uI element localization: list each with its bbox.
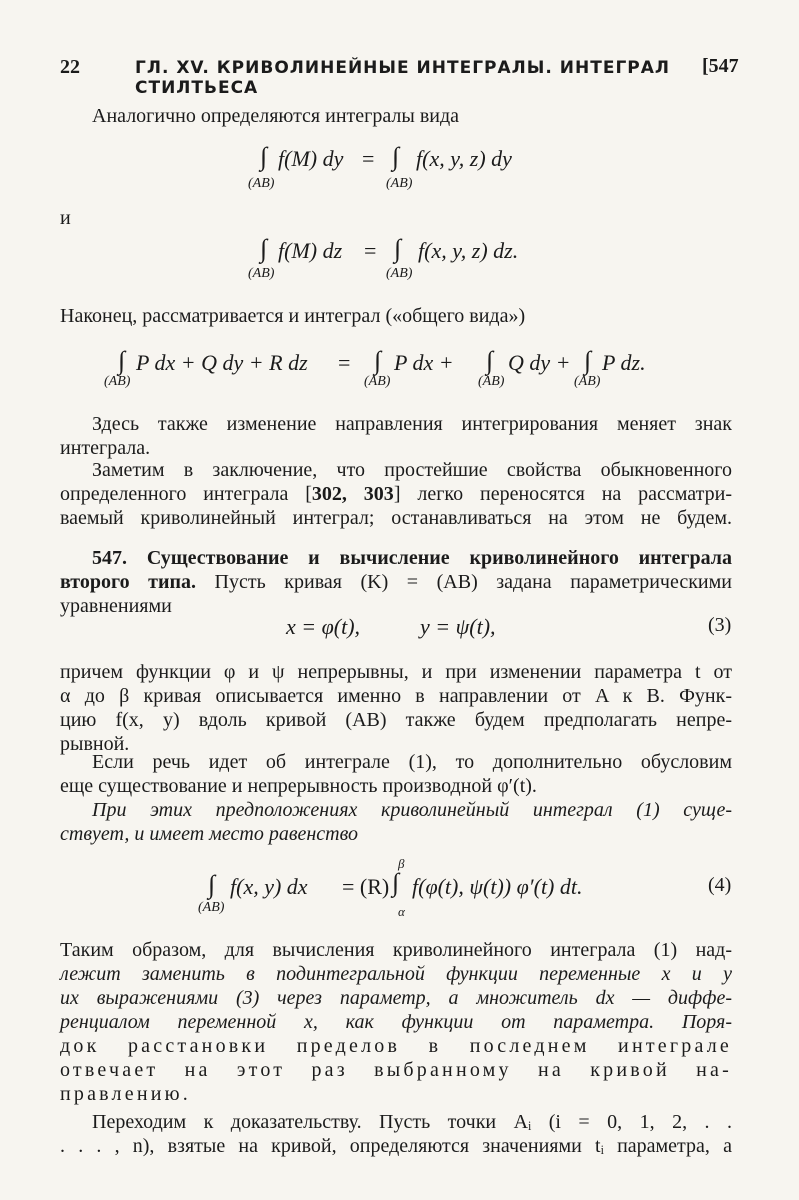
para-props-line: ваемый криволинейный интеграл; останавливаться на этом не будем. <box>60 507 732 529</box>
para-props-line: Заметим в заключение, что простейшие свойства обыкновенного <box>92 459 732 481</box>
eq-gen-term3: P dz. <box>602 350 646 375</box>
page-number: 22 <box>60 56 80 78</box>
para-continuity-line: α до β кривая описывается именно в направлении от A к B. Функ- <box>60 685 732 707</box>
conclusion-line: док расстановки пределов в последнем интеграле <box>60 1035 732 1057</box>
para-props-text: определенного интеграла [ <box>60 483 312 505</box>
intro-text: Аналогично определяются интегралы вида <box>92 105 460 127</box>
section-547-title: 547. Существование и вычисление криволинейного интеграла <box>92 547 732 569</box>
section-marker: [547 <box>702 55 739 77</box>
eq-gen-lhs: P dx + Q dy + R dz <box>136 350 308 375</box>
eq-dy-sub-right: (AB) <box>386 176 413 191</box>
eq4-equals: = (R) <box>342 874 390 899</box>
eq-gen-sub-1: (AB) <box>104 374 131 389</box>
eq-dz-rhs: f(x, y, z) dz. <box>418 238 519 263</box>
para-continuity-line: причем функции φ и ψ непрерывны, и при изменении параметра t от <box>60 661 732 683</box>
eq-dz-equals: = <box>364 238 377 263</box>
eq4-number: (4) <box>708 874 732 896</box>
section-547-text: Пусть кривая (K) = (AB) задана параметрическими <box>214 571 732 593</box>
eq3-x: x = φ(t), <box>286 614 361 639</box>
conclusion-line: Таким образом, для вычисления криволинейного интеграла (1) над- <box>60 939 732 961</box>
section-547-line3: уравнениями <box>60 595 172 617</box>
section-547-line2 <box>60 570 732 594</box>
para-continuity-line: рывной. <box>60 733 130 755</box>
conclusion-line: лежит заменить в подинтегральной функции переменные x и y <box>60 963 732 985</box>
proof-line: Переходим к доказательству. Пусть точки Aᵢ (i = 0, 1, 2, . . <box>92 1111 732 1133</box>
eq4-lower-limit: α <box>398 904 405 919</box>
eq-gen-sub-4: (AB) <box>574 374 601 389</box>
ref-302-303: 302, 303 <box>311 483 394 505</box>
eq4-rhs: f(φ(t), ψ(t)) φ′(t) dt. <box>412 874 583 899</box>
para-derivative-line: еще существование и непрерывность производной φ′(t). <box>60 775 537 797</box>
eq-gen-equals: = <box>338 350 351 375</box>
conclusion-line: правлению. <box>60 1083 191 1105</box>
eq3-number: (3) <box>708 614 732 636</box>
eq4-sub: (AB) <box>198 900 225 915</box>
eq-dz-sub-right: (AB) <box>386 266 413 281</box>
conclusion-line: ренциалом переменной x, как функции от параметра. Поря- <box>60 1011 732 1033</box>
theorem-line: При этих предположениях криволинейный интеграл (1) суще- <box>92 799 732 821</box>
eq-dy-equals: = <box>362 146 375 171</box>
eq-gen-term2: Q dy + <box>508 350 571 375</box>
para-props-line <box>60 482 732 506</box>
para-direction-line: Здесь также изменение направления интегрирования меняет знак <box>92 413 732 435</box>
eq-dy-rhs: f(x, y, z) dy <box>416 146 512 171</box>
eq-dy-sub-left: (AB) <box>248 176 275 191</box>
conclusion-line: их выражениями (3) через параметр, а множитель dx — диффе- <box>60 987 732 1009</box>
eq-gen-sub-3: (AB) <box>478 374 505 389</box>
theorem-line: ствует, и имеет место равенство <box>60 823 359 845</box>
eq-gen-term1: P dx + <box>394 350 454 375</box>
para-props-text: ] легко переносятся на рассматри- <box>393 483 733 505</box>
para-direction-line: интеграла. <box>60 437 151 459</box>
eq-dy-lhs: f(M) dy <box>278 146 344 171</box>
conclusion-line: отвечает на этот раз выбранному на кривой на- <box>60 1059 732 1081</box>
section-547-title-cont: второго типа. <box>60 571 196 593</box>
eq-dz-sub-left: (AB) <box>248 266 275 281</box>
para-continuity-line: цию f(x, y) вдоль кривой (AB) также будем предполагать непре- <box>60 709 732 731</box>
conjunction-and: и <box>60 207 71 229</box>
eq-dz-lhs: f(M) dz <box>278 238 343 263</box>
proof-line: . . . , n), взятые на кривой, определяются значениями tᵢ параметра, а <box>60 1135 732 1157</box>
eq4-lhs: f(x, y) dx <box>230 874 308 899</box>
running-title: ГЛ. XV. КРИВОЛИНЕЙНЫЕ ИНТЕГРАЛЫ. ИНТЕГРАЛ СТИЛТЬЕСА <box>135 58 671 98</box>
eq3-y: y = ψ(t), <box>420 614 496 639</box>
eq-gen-sub-2: (AB) <box>364 374 391 389</box>
para-derivative-line: Если речь идет об интеграле (1), то дополнительно обусловим <box>92 751 732 773</box>
text-finally: Наконец, рассматривается и интеграл («общего вида») <box>60 305 526 327</box>
eq4-upper-limit: β <box>398 856 405 871</box>
